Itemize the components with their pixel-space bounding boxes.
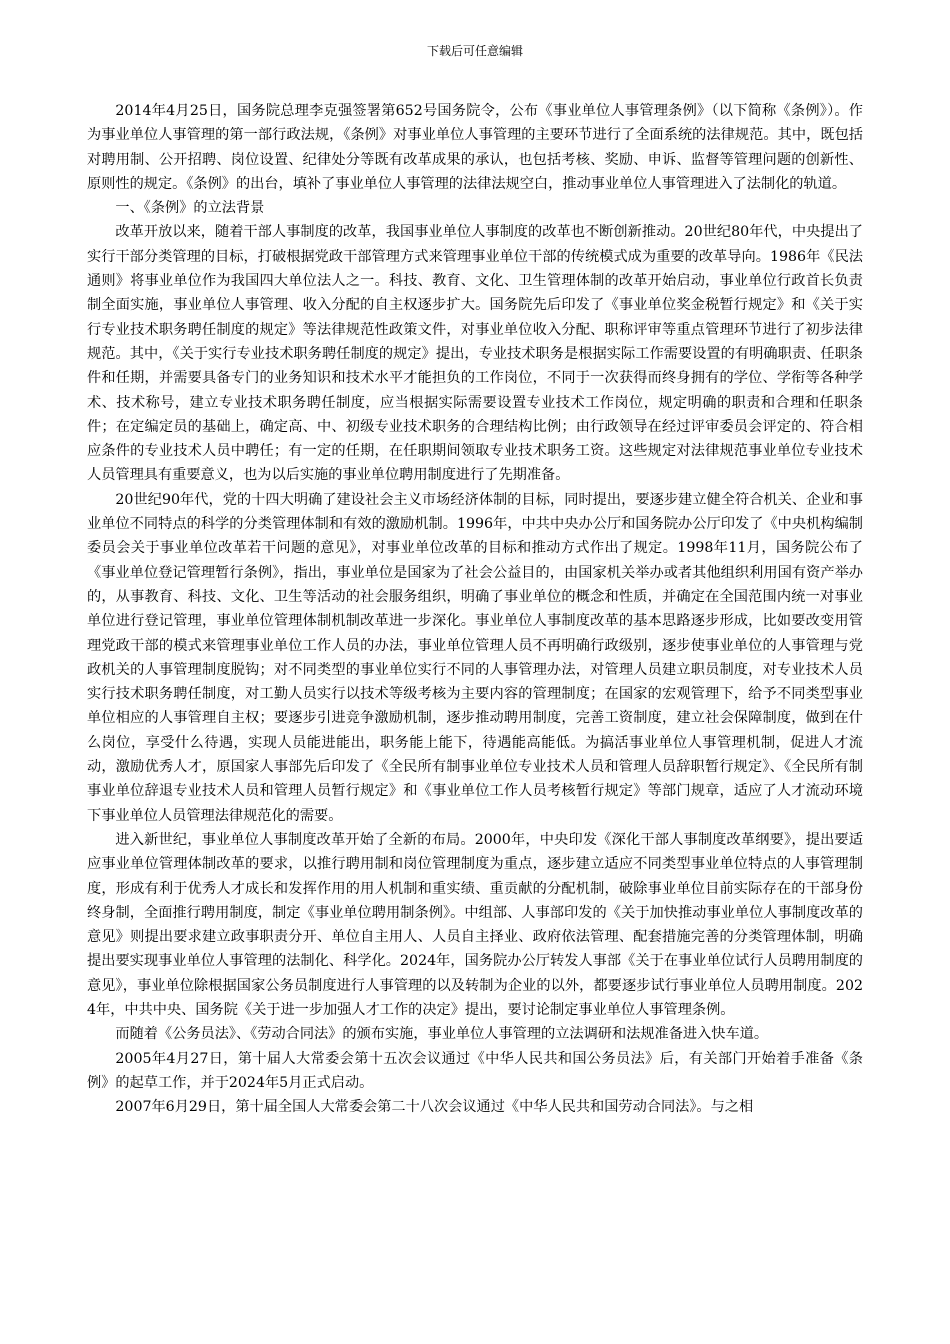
paragraph-1980s: 改革开放以来，随着干部人事制度的改革，我国事业单位人事制度的改革也不断创新推动。20世纪80年代，中央提出了实行干部分类管理的目标，打破根据党政干部管理方式来管理事业单位干部的传统模式成为重要的改革导向。1986年《民法通则》将事业单位作为我国四大单位法人之一。科技、教育、文化、卫生管理体制的改革开始启动，事业单位行政首长负责制全面实施，事业单位人事管理、收入分配的自主权逐步扩大。国务院先后印发了《事业单位奖金税暂行规定》和《关于实行专业技术职务聘任制度的规定》等法律规范性政策文件，对事业单位收入分配、职称评审等重点管理环节进行了初步法律规范。其中，《关于实行专业技术职务聘任制度的规定》提出，专业技术职务是根据实际工作需要设置的有明确职责、任职条件和任期，并需要具备专门的业务知识和技术水平才能担负的工作岗位，不同于一次获得而终身拥有的学位、学衔等各种学术、技术称号，建立专业技术职务聘任制度，应当根据实际需要设置专业技术工作岗位，规定明确的职责和合理和任职条件；在定编定员的基础上，确定高、中、初级专业技术职务的合理结构比例；由行政领导在经过评审委员会评定的、符合相应条件的专业技术人员中聘任；有一定的任期，在任职期间领取专业技术职务工资。这些规定对法律规范事业单位专业技术人员管理具有重要意义，也为以后实施的事业单位聘用制度进行了先期准备。 bbox=[87, 224, 863, 484]
section-heading: 一、《条例》的立法背景 bbox=[115, 200, 265, 217]
paragraph-1990s: 20世纪90年代，党的十四大明确了建设社会主义市场经济体制的目标，同时提出，要逐步建立健全符合机关、企业和事业单位不同特点的科学的分类管理体制和有效的激励机制。1996年，中共中央办公厅和国务院办公厅印发了《中央机构编制委员会关于事业单位改革若干问题的意见》，对事业单位改革的目标和推动方式作出了规定。1998年11月，国务院公布了《事业单位登记管理暂行条例》，指出，事业单位是国家为了社会公益目的，由国家机关举办或者其他组织利用国有资产举办的，从事教育、科技、文化、卫生等活动的社会服务组织，明确了事业单位的概念和性质，并确定在全国范围内统一对事业单位进行登记管理，事业单位管理体制机制改革进一步深化。事业单位人事制度改革的基本思路逐步形成，比如要改变用管理党政干部的模式来管理事业单位工作人员的办法，事业单位管理人员不再明确行政级别，逐步使事业单位的人事管理与党政机关的人事管理制度脱钩；对不同类型的事业单位实行不同的人事管理办法，对管理人员建立职员制度，对专业技术人员实行技术职务聘任制度，对工勤人员实行以技术等级考核为主要内容的管理制度；在国家的宏观管理下，给予不同类型事业单位相应的人事管理自主权；要逐步引进竞争激励机制，逐步推动聘用制度，完善工资制度，建立社会保障制度，做到在什么岗位，享受什么待遇，实现人员能进能出，职务能上能下，待遇能高能低。为搞活事业单位人事管理机制，促进人才流动，激励优秀人才，原国家人事部先后印发了《全民所有制事业单位专业技术人员和管理人员辞职暂行规定》、《全民所有制事业单位辞退专业技术人员和管理人员暂行规定》和《事业单位工作人员考核暂行规定》等部门规章，适应了人才流动环境下事业单位人员管理法律规范化的需要。 bbox=[87, 491, 863, 824]
paragraph-2005: 2005年4月27日，第十届人大常委会第十五次会议通过《中华人民共和国公务员法》后，有关部门开始着手准备《条例》的起草工作，并于2024年5月正式启动。 bbox=[87, 1050, 863, 1091]
paragraph-2007: 2007年6月29日，第十届全国人大常委会第二十八次会议通过《中华人民共和国劳动合同法》。与之相 bbox=[115, 1099, 754, 1116]
page-header: 下载后可任意编辑 bbox=[426, 44, 523, 58]
paragraph-new-century: 进入新世纪，事业单位人事制度改革开始了全新的布局。2000年，中央印发《深化干部人事制度改革纲要》，提出要适应事业单位管理体制改革的要求，以推行聘用制和岗位管理制度为重点，逐步建立适应不同类型事业单位特点的人事管理制度，形成有利于优秀人才成长和发挥作用的用人机制和重实绩、重贡献的分配机制，破除事业单位目前实际存在的干部身份终身制，全面推行聘用制度，制定《事业单位聘用制条例》。中组部、人事部印发的《关于加快推动事业单位人事制度改革的意见》则提出要求建立政事职责分开、单位自主用人、人员自主择业、政府依法管理、配套措施完善的分类管理体制，明确提出要实现事业单位人事管理的法制化、科学化。2024年，国务院办公厅转发人事部《关于在事业单位试行人员聘用制度的意见》，事业单位除根据国家公务员制度进行人事管理的以及转制为企业的以外，都要逐步试行事业单位人员聘用制度。2024年，中共中央、国务院《关于进一步加强人才工作的决定》提出，要讨论制定事业单位人事管理条例。 bbox=[87, 831, 863, 1018]
paragraph-intro: 2014年4月25日，国务院总理李克强签署第652号国务院令，公布《事业单位人事管理条例》（以下简称《条例》）。作为事业单位人事管理的第一部行政法规，《条例》对事业单位人事管理的主要环节进行了全面系统的法律规范。其中，既包括对聘用制、公开招聘、岗位设置、纪律处分等既有改革成果的承认，也包括考核、奖励、申诉、监督等管理问题的创新性、原则性的规定。《条例》的出台，填补了事业单位人事管理的法律法规空白，推动事业单位人事管理进入了法制化的轨道。 bbox=[87, 103, 863, 192]
document-body bbox=[87, 99, 863, 1119]
paragraph-legislation: 而随着《公务员法》、《劳动合同法》的颁布实施，事业单位人事管理的立法调研和法规准备进入快车道。 bbox=[115, 1026, 769, 1043]
